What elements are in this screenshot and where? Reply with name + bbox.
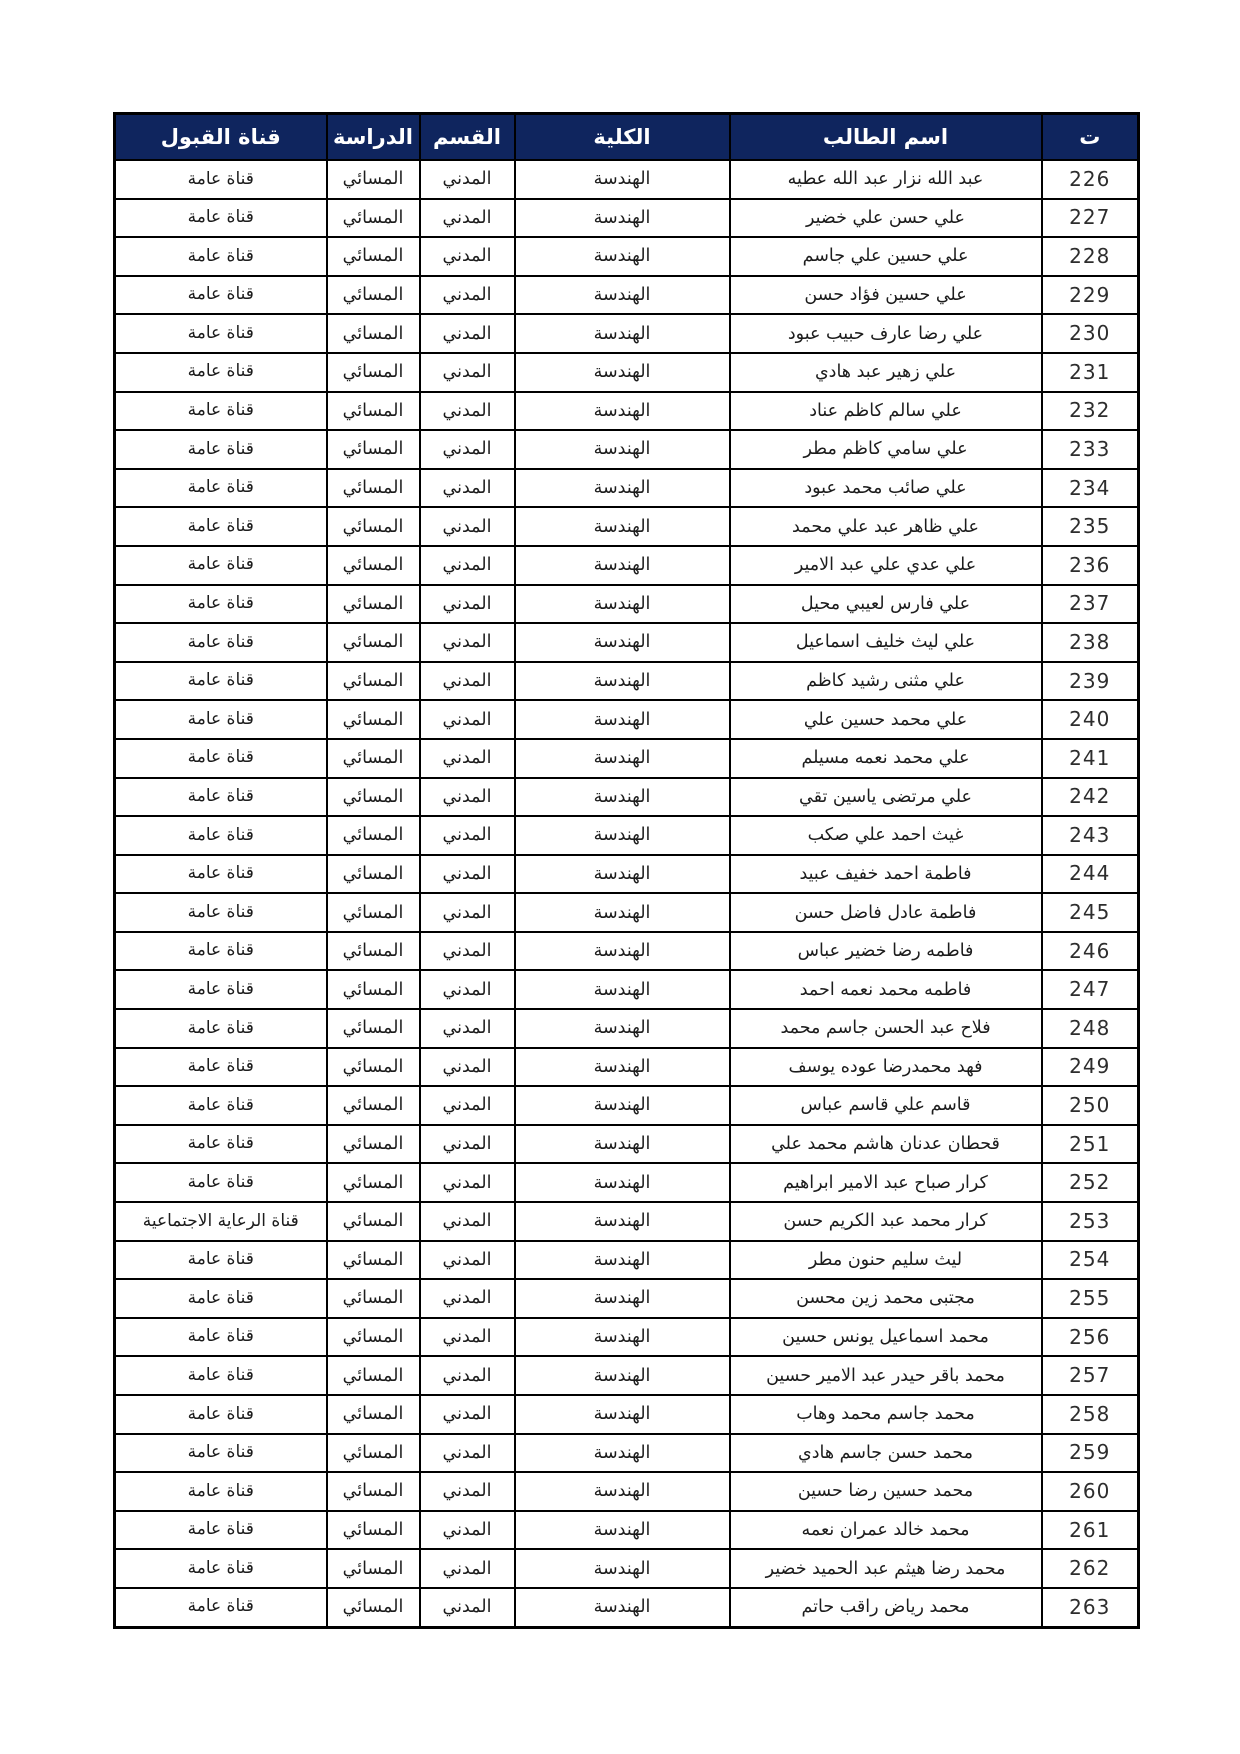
cell-college: الهندسة xyxy=(515,160,730,199)
cell-admission-channel: قناة عامة xyxy=(115,1588,327,1627)
cell-college: الهندسة xyxy=(515,1009,730,1048)
cell-student-name: محمد اسماعيل يونس حسين xyxy=(730,1318,1042,1357)
cell-student-name: علي حسين فؤاد حسن xyxy=(730,276,1042,315)
cell-student-name: علي سالم كاظم عناد xyxy=(730,392,1042,431)
cell-department: المدني xyxy=(420,1472,515,1511)
cell-college: الهندسة xyxy=(515,662,730,701)
table-row xyxy=(115,1395,1139,1434)
cell-study-type: المسائي xyxy=(327,1318,420,1357)
cell-serial: 238 xyxy=(1042,623,1139,662)
cell-serial: 234 xyxy=(1042,469,1139,508)
cell-department: المدني xyxy=(420,392,515,431)
cell-college: الهندسة xyxy=(515,700,730,739)
table-row xyxy=(115,1202,1139,1241)
cell-student-name: علي ليث خليف اسماعيل xyxy=(730,623,1042,662)
table-row xyxy=(115,1279,1139,1318)
cell-college: الهندسة xyxy=(515,778,730,817)
cell-student-name: علي رضا عارف حبيب عبود xyxy=(730,314,1042,353)
cell-admission-channel: قناة عامة xyxy=(115,1163,327,1202)
cell-study-type: المسائي xyxy=(327,778,420,817)
cell-serial: 251 xyxy=(1042,1125,1139,1164)
cell-study-type: المسائي xyxy=(327,507,420,546)
cell-serial: 249 xyxy=(1042,1048,1139,1087)
table-row xyxy=(115,392,1139,431)
cell-admission-channel: قناة عامة xyxy=(115,276,327,315)
cell-department: المدني xyxy=(420,469,515,508)
cell-study-type: المسائي xyxy=(327,353,420,392)
cell-serial: 256 xyxy=(1042,1318,1139,1357)
cell-college: الهندسة xyxy=(515,1434,730,1473)
cell-admission-channel: قناة عامة xyxy=(115,662,327,701)
table-row xyxy=(115,1588,1139,1627)
cell-department: المدني xyxy=(420,430,515,469)
header-row xyxy=(115,114,1139,161)
cell-serial: 259 xyxy=(1042,1434,1139,1473)
cell-serial: 263 xyxy=(1042,1588,1139,1627)
table-body xyxy=(115,160,1139,1627)
cell-admission-channel: قناة عامة xyxy=(115,469,327,508)
cell-department: المدني xyxy=(420,1163,515,1202)
cell-serial: 244 xyxy=(1042,855,1139,894)
col-header-serial: ت xyxy=(1042,114,1139,161)
cell-college: الهندسة xyxy=(515,1511,730,1550)
cell-admission-channel: قناة عامة xyxy=(115,816,327,855)
cell-admission-channel: قناة عامة xyxy=(115,199,327,238)
cell-student-name: علي محمد نعمه مسيلم xyxy=(730,739,1042,778)
cell-department: المدني xyxy=(420,932,515,971)
cell-study-type: المسائي xyxy=(327,1202,420,1241)
cell-college: الهندسة xyxy=(515,970,730,1009)
cell-student-name: فهد محمدرضا عوده يوسف xyxy=(730,1048,1042,1087)
cell-student-name: علي حسين علي جاسم xyxy=(730,237,1042,276)
cell-serial: 254 xyxy=(1042,1241,1139,1280)
cell-admission-channel: قناة عامة xyxy=(115,1241,327,1280)
cell-student-name: علي ظاهر عبد علي محمد xyxy=(730,507,1042,546)
cell-admission-channel: قناة عامة xyxy=(115,778,327,817)
cell-study-type: المسائي xyxy=(327,276,420,315)
cell-admission-channel: قناة عامة xyxy=(115,430,327,469)
cell-serial: 226 xyxy=(1042,160,1139,199)
table-row xyxy=(115,932,1139,971)
cell-admission-channel: قناة عامة xyxy=(115,700,327,739)
cell-serial: 230 xyxy=(1042,314,1139,353)
cell-student-name: فاطمه محمد نعمه احمد xyxy=(730,970,1042,1009)
cell-study-type: المسائي xyxy=(327,1086,420,1125)
cell-admission-channel: قناة عامة xyxy=(115,314,327,353)
cell-serial: 250 xyxy=(1042,1086,1139,1125)
cell-college: الهندسة xyxy=(515,199,730,238)
col-header-study-type: الدراسة xyxy=(327,114,420,161)
cell-department: المدني xyxy=(420,1009,515,1048)
cell-student-name: علي حسن علي خضير xyxy=(730,199,1042,238)
cell-college: الهندسة xyxy=(515,893,730,932)
cell-college: الهندسة xyxy=(515,1163,730,1202)
cell-department: المدني xyxy=(420,1395,515,1434)
cell-serial: 233 xyxy=(1042,430,1139,469)
cell-department: المدني xyxy=(420,1434,515,1473)
cell-college: الهندسة xyxy=(515,507,730,546)
cell-study-type: المسائي xyxy=(327,816,420,855)
cell-serial: 255 xyxy=(1042,1279,1139,1318)
cell-department: المدني xyxy=(420,1048,515,1087)
cell-study-type: المسائي xyxy=(327,1395,420,1434)
cell-department: المدني xyxy=(420,160,515,199)
cell-serial: 258 xyxy=(1042,1395,1139,1434)
table-row xyxy=(115,816,1139,855)
cell-college: الهندسة xyxy=(515,739,730,778)
table-row xyxy=(115,199,1139,238)
cell-college: الهندسة xyxy=(515,469,730,508)
cell-study-type: المسائي xyxy=(327,623,420,662)
cell-study-type: المسائي xyxy=(327,662,420,701)
cell-serial: 228 xyxy=(1042,237,1139,276)
cell-department: المدني xyxy=(420,1356,515,1395)
cell-serial: 252 xyxy=(1042,1163,1139,1202)
cell-college: الهندسة xyxy=(515,1472,730,1511)
cell-study-type: المسائي xyxy=(327,739,420,778)
cell-study-type: المسائي xyxy=(327,546,420,585)
cell-study-type: المسائي xyxy=(327,430,420,469)
cell-department: المدني xyxy=(420,970,515,1009)
cell-admission-channel: قناة عامة xyxy=(115,353,327,392)
cell-admission-channel: قناة عامة xyxy=(115,1279,327,1318)
table-row xyxy=(115,1472,1139,1511)
cell-admission-channel: قناة عامة xyxy=(115,1472,327,1511)
cell-student-name: علي مرتضى ياسين تقي xyxy=(730,778,1042,817)
cell-serial: 248 xyxy=(1042,1009,1139,1048)
cell-admission-channel: قناة عامة xyxy=(115,392,327,431)
cell-admission-channel: قناة عامة xyxy=(115,739,327,778)
cell-study-type: المسائي xyxy=(327,1588,420,1627)
cell-admission-channel: قناة عامة xyxy=(115,1395,327,1434)
cell-student-name: قاسم علي قاسم عباس xyxy=(730,1086,1042,1125)
cell-serial: 257 xyxy=(1042,1356,1139,1395)
cell-department: المدني xyxy=(420,893,515,932)
cell-department: المدني xyxy=(420,276,515,315)
cell-study-type: المسائي xyxy=(327,970,420,1009)
cell-student-name: محمد باقر حيدر عبد الامير حسين xyxy=(730,1356,1042,1395)
cell-serial: 246 xyxy=(1042,932,1139,971)
table-row xyxy=(115,1549,1139,1588)
table-row xyxy=(115,1048,1139,1087)
cell-department: المدني xyxy=(420,507,515,546)
table-row xyxy=(115,700,1139,739)
cell-serial: 232 xyxy=(1042,392,1139,431)
cell-study-type: المسائي xyxy=(327,199,420,238)
cell-department: المدني xyxy=(420,1318,515,1357)
table-row xyxy=(115,237,1139,276)
table-row xyxy=(115,507,1139,546)
cell-admission-channel: قناة عامة xyxy=(115,855,327,894)
cell-college: الهندسة xyxy=(515,1279,730,1318)
cell-study-type: المسائي xyxy=(327,1009,420,1048)
cell-college: الهندسة xyxy=(515,855,730,894)
cell-department: المدني xyxy=(420,585,515,624)
col-header-department: القسم xyxy=(420,114,515,161)
table-row xyxy=(115,855,1139,894)
col-header-college: الكلية xyxy=(515,114,730,161)
cell-serial: 240 xyxy=(1042,700,1139,739)
cell-study-type: المسائي xyxy=(327,469,420,508)
cell-study-type: المسائي xyxy=(327,585,420,624)
cell-department: المدني xyxy=(420,700,515,739)
cell-department: المدني xyxy=(420,739,515,778)
cell-admission-channel: قناة عامة xyxy=(115,1009,327,1048)
cell-study-type: المسائي xyxy=(327,1241,420,1280)
table-row xyxy=(115,1009,1139,1048)
cell-student-name: كرار صباح عبد الامير ابراهيم xyxy=(730,1163,1042,1202)
table-row xyxy=(115,662,1139,701)
cell-college: الهندسة xyxy=(515,392,730,431)
cell-department: المدني xyxy=(420,778,515,817)
cell-admission-channel: قناة عامة xyxy=(115,1048,327,1087)
cell-serial: 235 xyxy=(1042,507,1139,546)
cell-student-name: فاطمة احمد خفيف عبيد xyxy=(730,855,1042,894)
table-row xyxy=(115,739,1139,778)
cell-college: الهندسة xyxy=(515,585,730,624)
cell-study-type: المسائي xyxy=(327,700,420,739)
cell-admission-channel: قناة عامة xyxy=(115,893,327,932)
cell-student-name: علي محمد حسين علي xyxy=(730,700,1042,739)
cell-department: المدني xyxy=(420,546,515,585)
cell-study-type: المسائي xyxy=(327,932,420,971)
table-row xyxy=(115,970,1139,1009)
cell-serial: 241 xyxy=(1042,739,1139,778)
cell-serial: 229 xyxy=(1042,276,1139,315)
table-row xyxy=(115,778,1139,817)
cell-student-name: محمد حسن جاسم هادي xyxy=(730,1434,1042,1473)
cell-college: الهندسة xyxy=(515,546,730,585)
cell-student-name: علي زهير عبد هادي xyxy=(730,353,1042,392)
cell-serial: 236 xyxy=(1042,546,1139,585)
cell-student-name: فاطمة عادل فاضل حسن xyxy=(730,893,1042,932)
table-row xyxy=(115,623,1139,662)
cell-serial: 231 xyxy=(1042,353,1139,392)
cell-department: المدني xyxy=(420,237,515,276)
cell-admission-channel: قناة الرعاية الاجتماعية xyxy=(115,1202,327,1241)
cell-study-type: المسائي xyxy=(327,893,420,932)
cell-college: الهندسة xyxy=(515,623,730,662)
cell-college: الهندسة xyxy=(515,430,730,469)
table-row xyxy=(115,353,1139,392)
table-row xyxy=(115,1511,1139,1550)
cell-student-name: محمد خالد عمران نعمه xyxy=(730,1511,1042,1550)
cell-serial: 242 xyxy=(1042,778,1139,817)
cell-department: المدني xyxy=(420,314,515,353)
cell-admission-channel: قناة عامة xyxy=(115,970,327,1009)
cell-department: المدني xyxy=(420,1511,515,1550)
cell-student-name: محمد رضا هيثم عبد الحميد خضير xyxy=(730,1549,1042,1588)
cell-department: المدني xyxy=(420,353,515,392)
cell-department: المدني xyxy=(420,1202,515,1241)
cell-study-type: المسائي xyxy=(327,1163,420,1202)
table-row xyxy=(115,160,1139,199)
cell-student-name: غيث احمد علي صكب xyxy=(730,816,1042,855)
cell-college: الهندسة xyxy=(515,276,730,315)
cell-study-type: المسائي xyxy=(327,1511,420,1550)
cell-serial: 239 xyxy=(1042,662,1139,701)
cell-college: الهندسة xyxy=(515,1395,730,1434)
cell-study-type: المسائي xyxy=(327,1549,420,1588)
cell-student-name: كرار محمد عبد الكريم حسن xyxy=(730,1202,1042,1241)
cell-student-name: محمد رياض راقب حاتم xyxy=(730,1588,1042,1627)
cell-college: الهندسة xyxy=(515,1241,730,1280)
cell-study-type: المسائي xyxy=(327,160,420,199)
cell-study-type: المسائي xyxy=(327,1125,420,1164)
cell-study-type: المسائي xyxy=(327,314,420,353)
students-table xyxy=(113,112,1140,1629)
cell-department: المدني xyxy=(420,855,515,894)
cell-admission-channel: قناة عامة xyxy=(115,237,327,276)
cell-college: الهندسة xyxy=(515,1549,730,1588)
cell-admission-channel: قناة عامة xyxy=(115,1549,327,1588)
cell-student-name: قحطان عدنان هاشم محمد علي xyxy=(730,1125,1042,1164)
cell-study-type: المسائي xyxy=(327,1472,420,1511)
table-row xyxy=(115,1241,1139,1280)
cell-college: الهندسة xyxy=(515,1086,730,1125)
table-row xyxy=(115,1356,1139,1395)
table-row xyxy=(115,314,1139,353)
cell-admission-channel: قناة عامة xyxy=(115,585,327,624)
cell-college: الهندسة xyxy=(515,1202,730,1241)
table-row xyxy=(115,1086,1139,1125)
cell-college: الهندسة xyxy=(515,314,730,353)
cell-study-type: المسائي xyxy=(327,855,420,894)
cell-study-type: المسائي xyxy=(327,1356,420,1395)
cell-admission-channel: قناة عامة xyxy=(115,1434,327,1473)
cell-serial: 261 xyxy=(1042,1511,1139,1550)
cell-college: الهندسة xyxy=(515,353,730,392)
cell-admission-channel: قناة عامة xyxy=(115,623,327,662)
cell-department: المدني xyxy=(420,623,515,662)
table-row xyxy=(115,276,1139,315)
cell-study-type: المسائي xyxy=(327,1279,420,1318)
cell-admission-channel: قناة عامة xyxy=(115,160,327,199)
cell-student-name: مجتبى محمد زين محسن xyxy=(730,1279,1042,1318)
col-header-admission-channel: قناة القبول xyxy=(115,114,327,161)
table-row xyxy=(115,585,1139,624)
cell-student-name: فاطمه رضا خضير عباس xyxy=(730,932,1042,971)
cell-admission-channel: قناة عامة xyxy=(115,1356,327,1395)
cell-college: الهندسة xyxy=(515,237,730,276)
cell-serial: 227 xyxy=(1042,199,1139,238)
table-row xyxy=(115,469,1139,508)
cell-serial: 262 xyxy=(1042,1549,1139,1588)
cell-admission-channel: قناة عامة xyxy=(115,932,327,971)
cell-student-name: محمد حسين رضا حسين xyxy=(730,1472,1042,1511)
cell-serial: 247 xyxy=(1042,970,1139,1009)
table-row xyxy=(115,893,1139,932)
cell-admission-channel: قناة عامة xyxy=(115,1086,327,1125)
cell-college: الهندسة xyxy=(515,1318,730,1357)
cell-study-type: المسائي xyxy=(327,1048,420,1087)
cell-college: الهندسة xyxy=(515,1588,730,1627)
cell-department: المدني xyxy=(420,816,515,855)
cell-admission-channel: قناة عامة xyxy=(115,1511,327,1550)
cell-department: المدني xyxy=(420,199,515,238)
cell-department: المدني xyxy=(420,662,515,701)
cell-study-type: المسائي xyxy=(327,237,420,276)
cell-serial: 253 xyxy=(1042,1202,1139,1241)
cell-student-name: علي عدي علي عبد الامير xyxy=(730,546,1042,585)
cell-college: الهندسة xyxy=(515,932,730,971)
table-row xyxy=(115,1163,1139,1202)
cell-department: المدني xyxy=(420,1086,515,1125)
table-row xyxy=(115,546,1139,585)
cell-student-name: ليث سليم حنون مطر xyxy=(730,1241,1042,1280)
cell-department: المدني xyxy=(420,1588,515,1627)
cell-college: الهندسة xyxy=(515,1356,730,1395)
cell-department: المدني xyxy=(420,1549,515,1588)
cell-student-name: علي مثنى رشيد كاظم xyxy=(730,662,1042,701)
table-row xyxy=(115,430,1139,469)
cell-department: المدني xyxy=(420,1125,515,1164)
cell-college: الهندسة xyxy=(515,1125,730,1164)
cell-study-type: المسائي xyxy=(327,392,420,431)
cell-student-name: علي سامي كاظم مطر xyxy=(730,430,1042,469)
cell-department: المدني xyxy=(420,1279,515,1318)
cell-study-type: المسائي xyxy=(327,1434,420,1473)
cell-student-name: عبد الله نزار عبد الله عطيه xyxy=(730,160,1042,199)
table-row xyxy=(115,1125,1139,1164)
cell-student-name: علي صائب محمد عبود xyxy=(730,469,1042,508)
cell-admission-channel: قناة عامة xyxy=(115,1125,327,1164)
cell-serial: 237 xyxy=(1042,585,1139,624)
cell-student-name: محمد جاسم محمد وهاب xyxy=(730,1395,1042,1434)
cell-serial: 260 xyxy=(1042,1472,1139,1511)
cell-student-name: فلاح عبد الحسن جاسم محمد xyxy=(730,1009,1042,1048)
cell-college: الهندسة xyxy=(515,816,730,855)
table-row xyxy=(115,1318,1139,1357)
cell-admission-channel: قناة عامة xyxy=(115,1318,327,1357)
cell-serial: 245 xyxy=(1042,893,1139,932)
cell-college: الهندسة xyxy=(515,1048,730,1087)
table-row xyxy=(115,1434,1139,1473)
cell-admission-channel: قناة عامة xyxy=(115,507,327,546)
cell-admission-channel: قناة عامة xyxy=(115,546,327,585)
cell-department: المدني xyxy=(420,1241,515,1280)
col-header-student-name: اسم الطالب xyxy=(730,114,1042,161)
cell-serial: 243 xyxy=(1042,816,1139,855)
cell-student-name: علي فارس لعيبي محيل xyxy=(730,585,1042,624)
